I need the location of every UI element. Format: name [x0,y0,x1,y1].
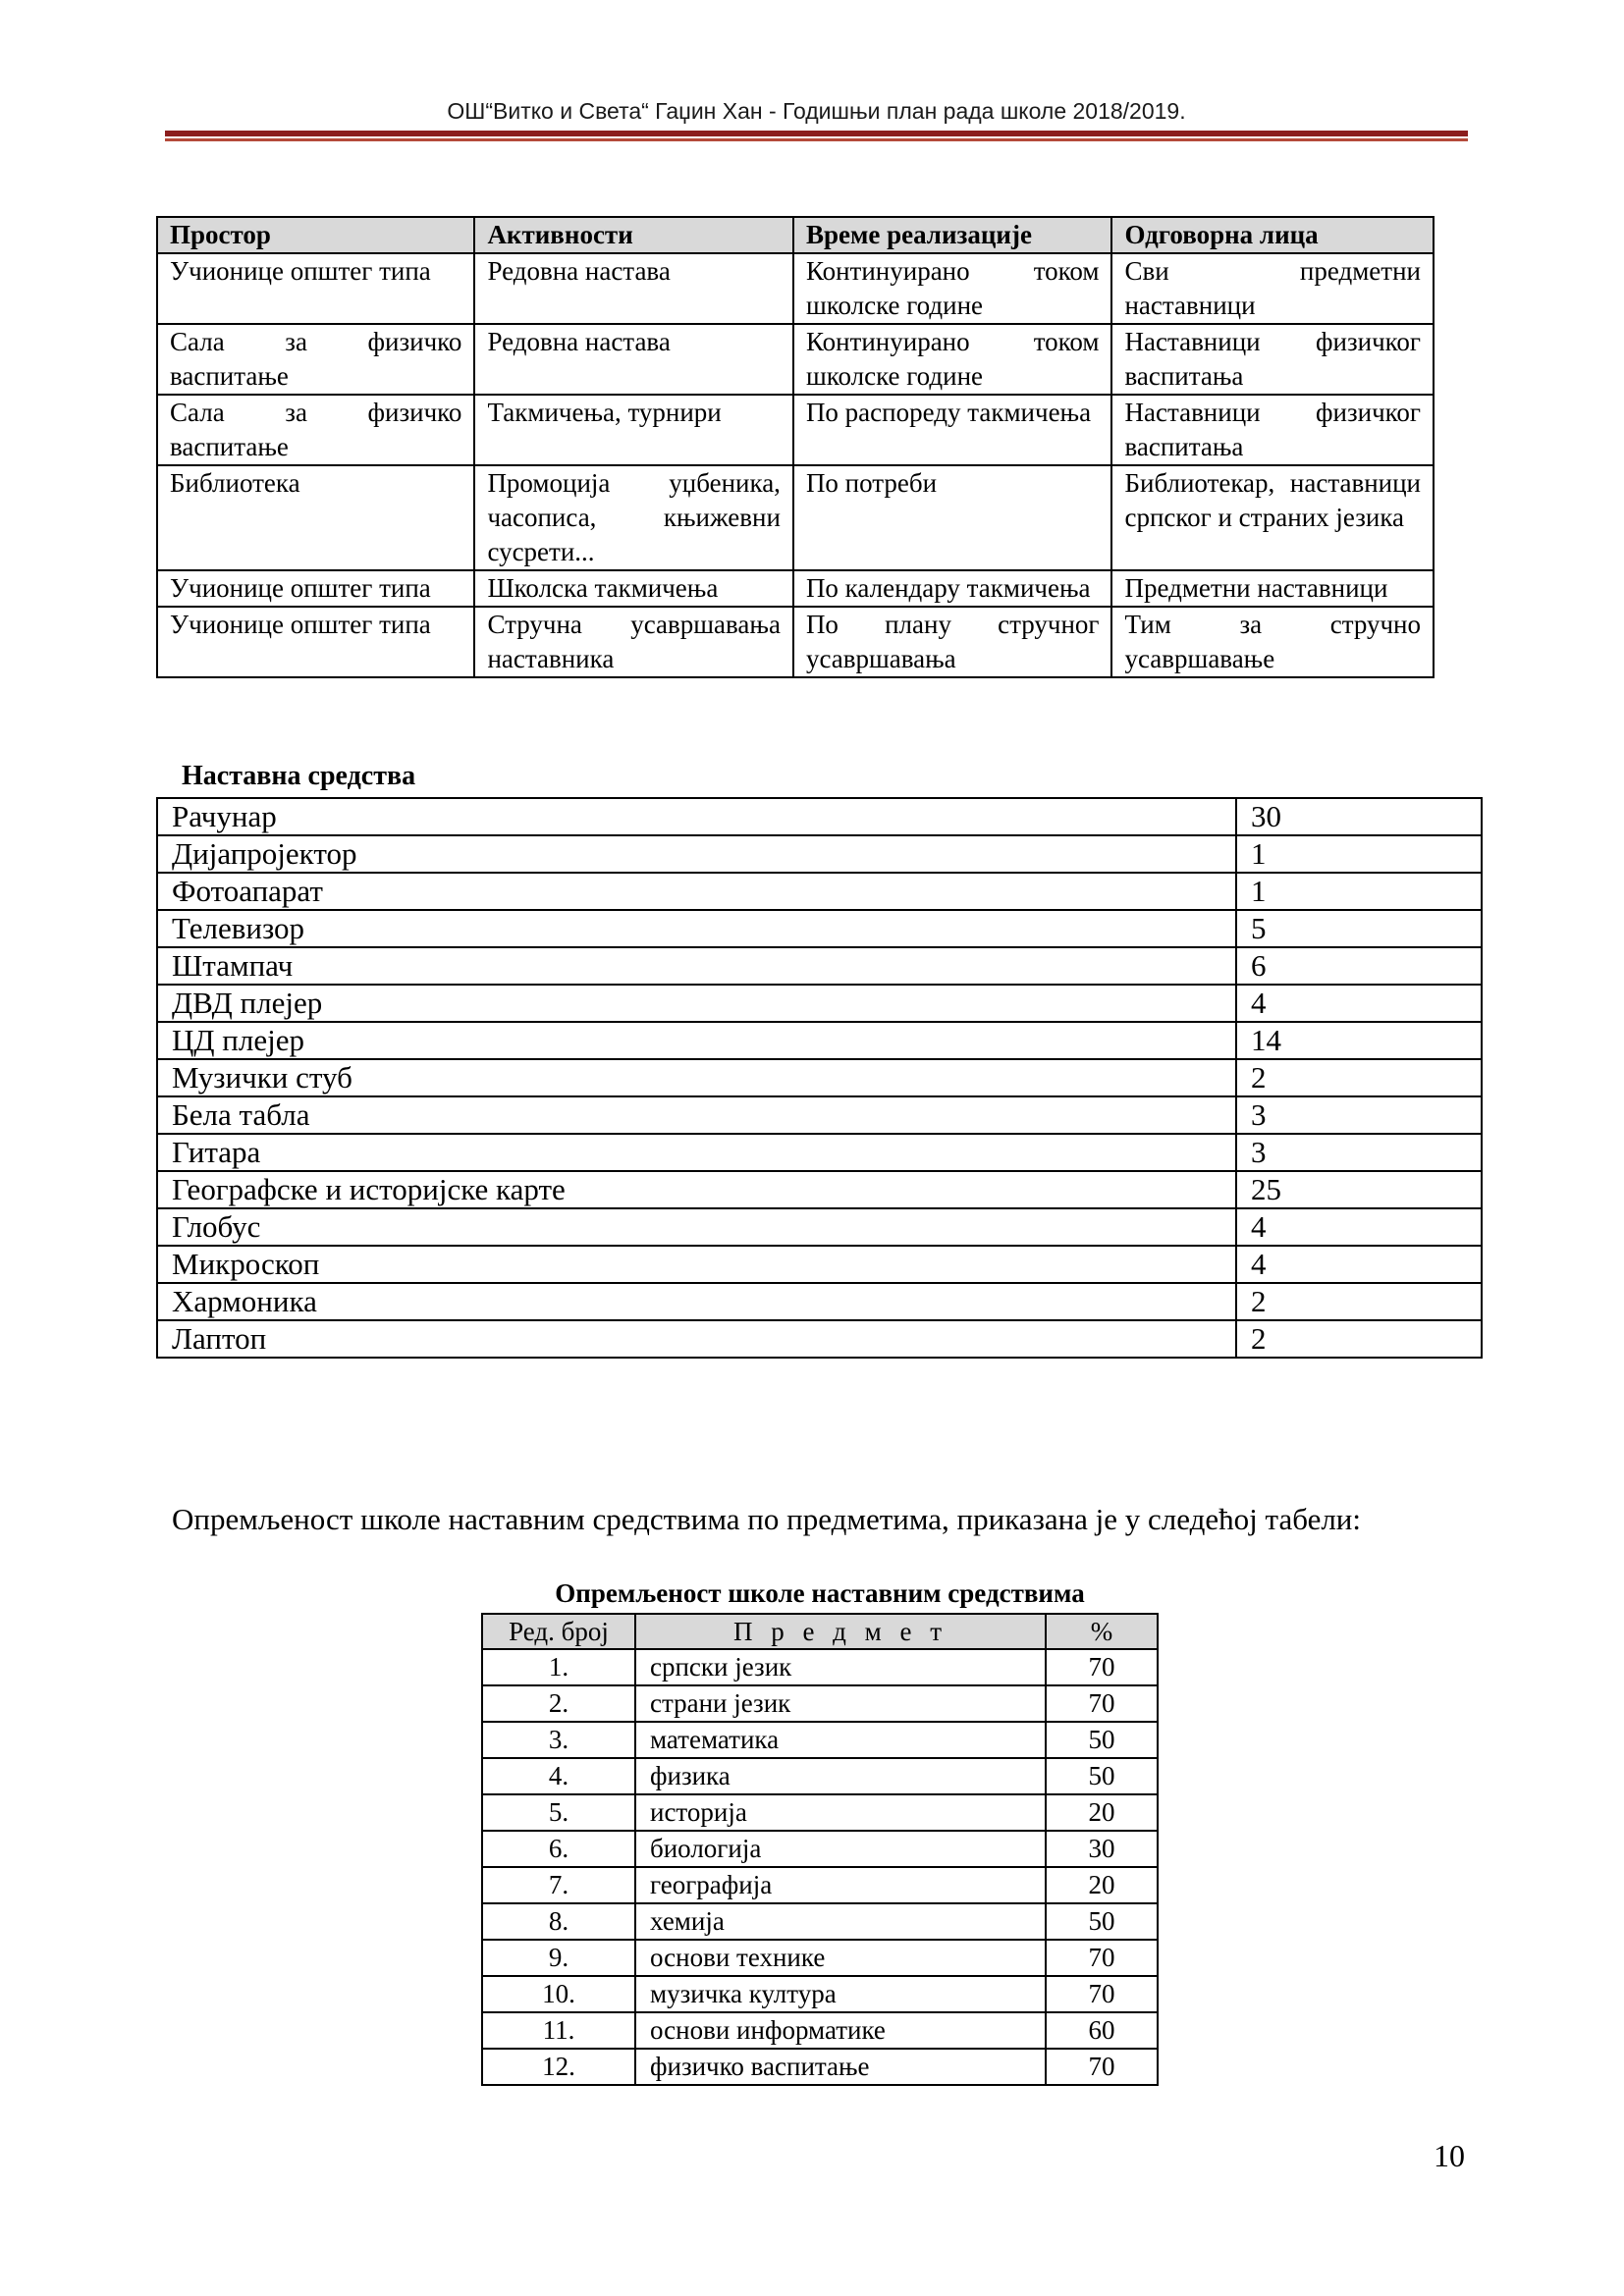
cell-subject: географија [635,1867,1046,1903]
equipment-table-header [482,1614,1158,1649]
col-header-activities: Активности [474,217,793,253]
cell-space: Сала за физичко васпитање [157,395,474,465]
aid-name: Дијапројектор [157,835,1236,873]
cell-time: По потреби [793,465,1112,570]
aid-name: Музички стуб [157,1059,1236,1096]
cell-percent: 50 [1046,1903,1158,1940]
cell-number: 5. [482,1794,635,1831]
aid-name: ЦД плејер [157,1022,1236,1059]
cell-time: По плану стручног усавршавања [793,607,1112,677]
aid-quantity: 2 [1236,1283,1482,1320]
aid-quantity: 1 [1236,835,1482,873]
cell-responsible: Предметни наставници [1111,570,1434,607]
cell-percent: 70 [1046,2049,1158,2085]
aid-name: Штампач [157,947,1236,985]
cell-percent: 20 [1046,1794,1158,1831]
cell-time: По распореду такмичења [793,395,1112,465]
table-row [482,1903,1158,1940]
cell-subject: историја [635,1794,1046,1831]
cell-time: Континуирано током школске године [793,253,1112,324]
aid-name: Глобус [157,1208,1236,1246]
cell-subject: страни језик [635,1685,1046,1722]
cell-subject: хемија [635,1903,1046,1940]
col-header-responsible: Одговорна лица [1111,217,1434,253]
table-row [157,1171,1482,1208]
cell-percent: 70 [1046,1685,1158,1722]
aid-quantity: 2 [1236,1320,1482,1358]
aid-name: Микроскоп [157,1246,1236,1283]
cell-time: Континуирано током школске године [793,324,1112,395]
col-header-time: Време реализације [793,217,1112,253]
aid-quantity: 3 [1236,1134,1482,1171]
header-rule-thick [165,131,1468,136]
col-header-percent: % [1046,1614,1158,1649]
cell-percent: 70 [1046,1976,1158,2012]
cell-space: Учионице општег типа [157,253,474,324]
cell-subject: физика [635,1758,1046,1794]
table-row [482,1976,1158,2012]
aid-name: Лаптоп [157,1320,1236,1358]
cell-percent: 30 [1046,1831,1158,1867]
table-row [482,1867,1158,1903]
cell-subject: биологија [635,1831,1046,1867]
aid-quantity: 30 [1236,798,1482,835]
cell-number: 4. [482,1758,635,1794]
table-row [157,1283,1482,1320]
table-row [157,1320,1482,1358]
aid-name: ДВД плејер [157,985,1236,1022]
cell-percent: 20 [1046,1867,1158,1903]
header-rule-thin [165,138,1468,141]
cell-number: 10. [482,1976,635,2012]
table-row [482,2012,1158,2049]
cell-responsible: Наставници физичког васпитања [1111,395,1434,465]
cell-activity: Стручна усавршавања наставника [474,607,793,677]
cell-responsible: Библиотекар, наставници српског и страних језика [1111,465,1434,570]
cell-subject: математика [635,1722,1046,1758]
intro-paragraph: Опремљеност школе наставним средствима по предметима, приказана је у следећој табели: [172,1502,1361,1536]
table-row [157,798,1482,835]
col-header-number: Ред. број [482,1614,635,1649]
table-row [157,1022,1482,1059]
aid-quantity: 25 [1236,1171,1482,1208]
col-header-space: Простор [157,217,474,253]
table-row [482,1794,1158,1831]
cell-number: 7. [482,1867,635,1903]
cell-percent: 50 [1046,1722,1158,1758]
table-row [482,1940,1158,1976]
table-row [157,253,1434,324]
cell-activity: Редовна настава [474,324,793,395]
aid-quantity: 4 [1236,1246,1482,1283]
aid-name: Географске и историјске карте [157,1171,1236,1208]
cell-subject: основи технике [635,1940,1046,1976]
page-number: 10 [1434,2138,1465,2173]
table-row [157,1246,1482,1283]
cell-number: 8. [482,1903,635,1940]
table-row [157,465,1434,570]
table-row [157,607,1434,677]
equipment-table [481,1613,1159,2086]
cell-space: Учионице општег типа [157,570,474,607]
cell-number: 2. [482,1685,635,1722]
aid-quantity: 2 [1236,1059,1482,1096]
cell-space: Учионице општег типа [157,607,474,677]
aid-quantity: 3 [1236,1096,1482,1134]
cell-percent: 70 [1046,1940,1158,1976]
spaces-table [156,216,1435,678]
cell-activity: Школска такмичења [474,570,793,607]
table-row [482,1685,1158,1722]
cell-space: Сала за физичко васпитање [157,324,474,395]
cell-activity: Редовна настава [474,253,793,324]
teaching-aids-title: Наставна средства [182,761,416,791]
cell-responsible: Сви предметни наставници [1111,253,1434,324]
page-header: ОШ“Витко и Света“ Гаџин Хан - Годишњи план рада школе 2018/2019. [447,98,1186,124]
cell-subject: музичка култура [635,1976,1046,2012]
table-row [157,873,1482,910]
table-row [157,985,1482,1022]
cell-number: 9. [482,1940,635,1976]
cell-responsible: Тим за стручно усавршавање [1111,607,1434,677]
table-row [157,835,1482,873]
table-row [157,947,1482,985]
aid-quantity: 1 [1236,873,1482,910]
cell-number: 1. [482,1649,635,1685]
teaching-aids-table [156,797,1483,1359]
table-row [482,1758,1158,1794]
table-row [157,395,1434,465]
cell-space: Библиотека [157,465,474,570]
cell-activity: Промоција уџбеника, часописа, књижевни сусрети... [474,465,793,570]
aid-quantity: 5 [1236,910,1482,947]
cell-percent: 50 [1046,1758,1158,1794]
aid-quantity: 6 [1236,947,1482,985]
table-row [482,1722,1158,1758]
cell-percent: 60 [1046,2012,1158,2049]
cell-number: 3. [482,1722,635,1758]
aid-name: Фотоапарат [157,873,1236,910]
cell-time: По календару такмичења [793,570,1112,607]
cell-responsible: Наставници физичког васпитања [1111,324,1434,395]
aid-name: Рачунар [157,798,1236,835]
table-row [157,324,1434,395]
table-row [482,1831,1158,1867]
cell-activity: Такмичења, турнири [474,395,793,465]
aid-quantity: 14 [1236,1022,1482,1059]
aid-name: Бела табла [157,1096,1236,1134]
aid-name: Телевизор [157,910,1236,947]
spaces-table-header [157,217,1434,253]
cell-subject: српски језик [635,1649,1046,1685]
table-row [157,1096,1482,1134]
table-row [482,2049,1158,2085]
table-row [157,570,1434,607]
cell-subject: основи информатике [635,2012,1046,2049]
col-header-subject: П р е д м е т [635,1614,1046,1649]
aid-quantity: 4 [1236,985,1482,1022]
cell-subject: физичко васпитање [635,2049,1046,2085]
table-row [157,1208,1482,1246]
aid-quantity: 4 [1236,1208,1482,1246]
table-row [157,1134,1482,1171]
cell-number: 6. [482,1831,635,1867]
table-row [157,1059,1482,1096]
cell-percent: 70 [1046,1649,1158,1685]
table-row [157,910,1482,947]
aid-name: Гитара [157,1134,1236,1171]
cell-number: 12. [482,2049,635,2085]
table-row [482,1649,1158,1685]
aid-name: Хармоника [157,1283,1236,1320]
cell-number: 11. [482,2012,635,2049]
equipment-table-title: Опремљеност школе наставним средствима [555,1578,1085,1608]
